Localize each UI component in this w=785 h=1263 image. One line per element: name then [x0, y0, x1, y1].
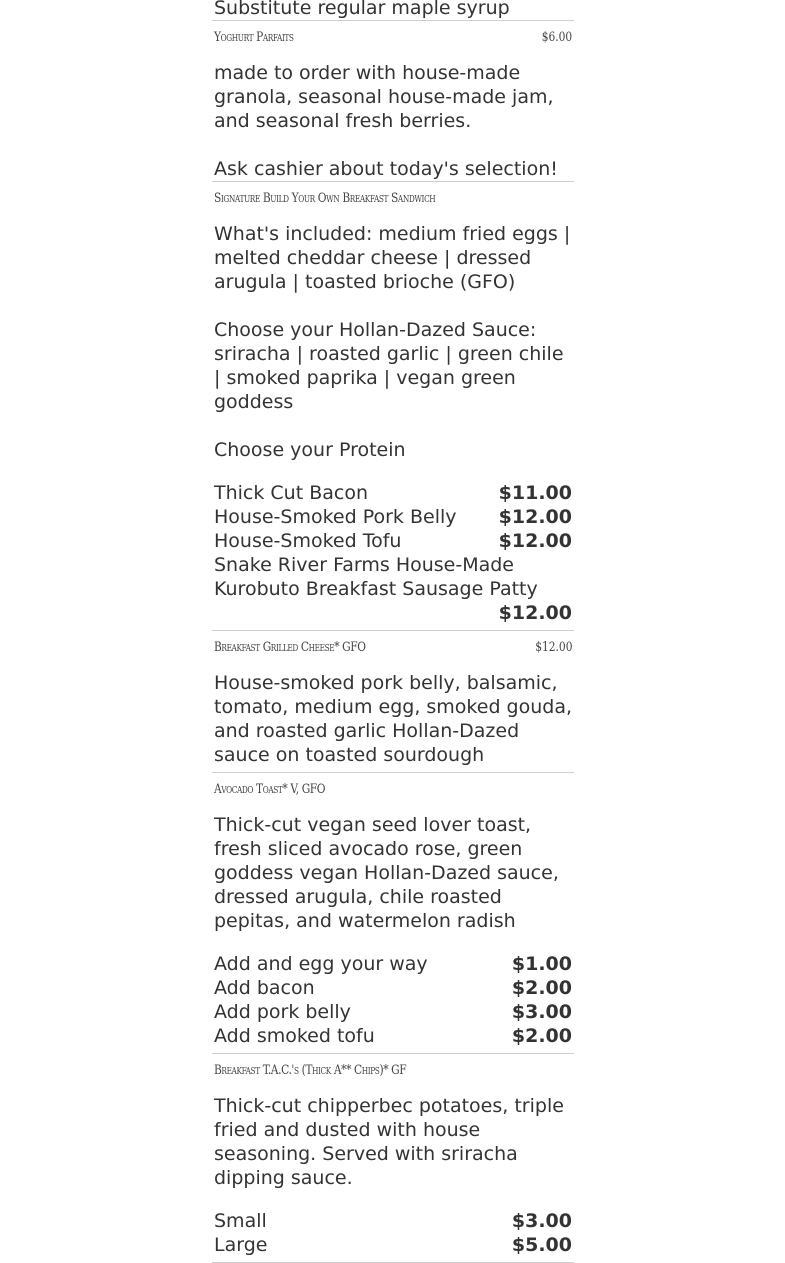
option-label: Small — [214, 1210, 267, 1232]
menu-item-description — [214, 222, 572, 462]
menu-item-name: Signature Build Your Own Breakfast Sandwich — [214, 190, 436, 206]
menu-item-name: Avocado Toast* V, GFO — [214, 781, 326, 797]
option-row — [214, 529, 572, 553]
menu-item-description — [214, 813, 572, 933]
option-row — [214, 1000, 572, 1024]
description-paragraph: made to order with house-made granola, seasonal house-made jam, and seasonal fresh berries. — [214, 62, 554, 132]
menu-item-name: Yoghurt Parfaits — [214, 29, 294, 45]
option-label: House-Smoked Pork Belly — [214, 506, 457, 528]
menu-item-header — [214, 1054, 572, 1084]
menu-item-options — [214, 481, 572, 625]
menu-item-header — [214, 21, 572, 51]
description-paragraph: House-smoked pork belly, balsamic, tomato, medium egg, smoked gouda, and roasted garlic Hollan-Dazed sauce on toasted sourdough — [214, 672, 573, 766]
option-price: $12.00 — [498, 530, 572, 552]
description-paragraph: Choose your Protein — [214, 439, 406, 461]
description-paragraph: Thick-cut chipperbec potatoes, triple fried and dusted with house seasoning. Served with sriracha dipping sauce. — [214, 1095, 564, 1189]
menu-item-price: $12.00 — [534, 639, 572, 655]
option-row — [214, 1024, 572, 1048]
menu-item — [212, 181, 574, 630]
description-paragraph: What's included: medium fried eggs | melted cheddar cheese | dressed arugula | toasted brioche (GFO) — [214, 223, 571, 293]
option-price: $3.00 — [511, 1210, 572, 1232]
option-label: Thick Cut Bacon — [214, 482, 369, 504]
option-label: House-Smoked Tofu — [214, 530, 402, 552]
option-price: $5.00 — [511, 1234, 572, 1256]
option-price: $1.00 — [511, 953, 572, 975]
description-paragraph: Ask cashier about today's selection! — [214, 158, 558, 180]
menu-text-line: Substitute regular maple syrup — [214, 0, 510, 19]
menu-item — [212, 20, 574, 181]
menu-item — [212, 630, 574, 772]
option-label: Add pork belly — [214, 1001, 351, 1023]
menu-item-name: Breakfast Grilled Cheese* GFO — [214, 639, 366, 655]
description-paragraph: Thick-cut vegan seed lover toast, fresh sliced avocado rose, green goddess vegan Hollan-Dazed sauce, dressed arugula, chile roasted pepitas, and watermelon radish — [214, 814, 559, 932]
option-label: Large — [214, 1234, 268, 1256]
option-label: Add bacon — [214, 977, 315, 999]
description-paragraph: Choose your Hollan-Dazed Sauce: sriracha | roasted garlic | green chile | smoked paprika | vegan green goddess — [214, 319, 564, 413]
menu-item-price: $6.00 — [541, 29, 572, 45]
option-price: $2.00 — [511, 1025, 572, 1047]
option-row — [214, 952, 572, 976]
menu-item-options — [214, 952, 572, 1048]
menu-item-description — [214, 61, 572, 181]
menu-item-header — [214, 773, 572, 803]
option-row — [214, 553, 572, 625]
menu-item-options — [214, 1209, 572, 1257]
option-row — [214, 505, 572, 529]
option-label: Add and egg your way — [214, 953, 428, 975]
menu-item-name: Breakfast T.A.C.'s (Thick A** Chips)* GF — [214, 1062, 407, 1078]
menu-item — [212, 772, 574, 1053]
option-row — [214, 481, 572, 505]
option-label: Add smoked tofu — [214, 1025, 375, 1047]
option-price: $3.00 — [511, 1001, 572, 1023]
option-row — [214, 1233, 572, 1257]
option-price: $12.00 — [498, 602, 572, 624]
option-price: $2.00 — [511, 977, 572, 999]
menu-item-description — [214, 1094, 572, 1190]
option-row — [214, 1209, 572, 1233]
menu-item-header — [214, 182, 572, 212]
option-price: $11.00 — [498, 482, 572, 504]
option-row — [214, 976, 572, 1000]
option-price: $12.00 — [498, 506, 572, 528]
menu-list — [212, 0, 574, 1263]
menu-item-description — [214, 671, 572, 767]
menu-item-header — [214, 631, 572, 661]
option-label: Snake River Farms House-Made Kurobuto Breakfast Sausage Patty — [214, 554, 538, 600]
